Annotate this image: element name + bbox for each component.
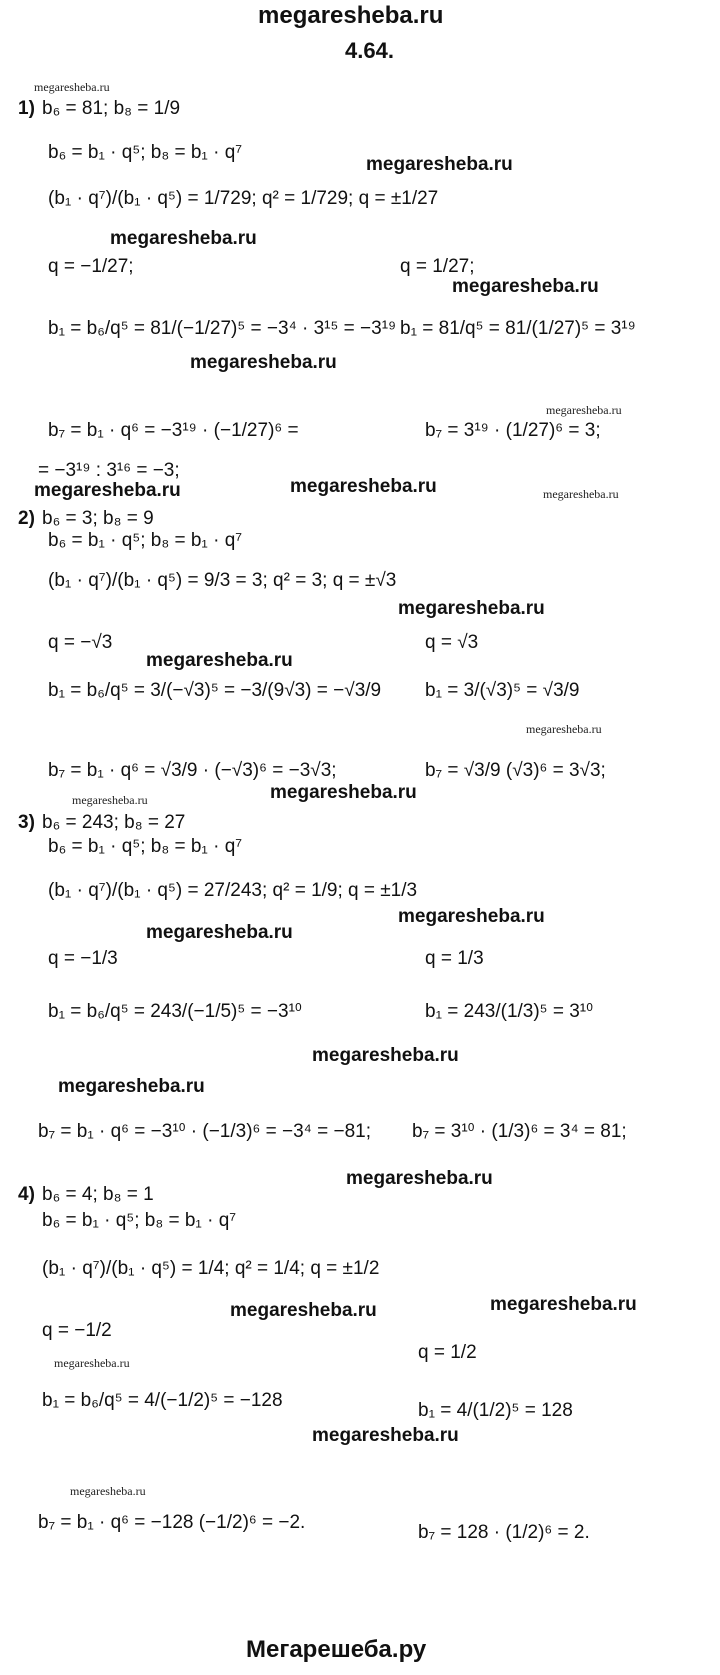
part-4-line-8: b₇ = b₁ · q⁶ = −128 (−1/2)⁶ = −2.	[38, 1512, 306, 1533]
part-1-line-8: b₇ = b₁ · q⁶ = −3¹⁹ · (−1/27)⁶ =	[48, 420, 299, 441]
part-1-line-6: b₁ = b₆/q⁵ = 81/(−1/27)⁵ = −3⁴ · 3¹⁵ = −3¹⁹	[48, 318, 397, 339]
watermark: megaresheba.ru	[490, 1294, 637, 1315]
watermark: megaresheba.ru	[146, 650, 293, 671]
watermark: megaresheba.ru	[346, 1168, 493, 1189]
watermark: megaresheba.ru	[312, 1425, 459, 1446]
watermark-small: megaresheba.ru	[70, 1484, 146, 1498]
part-1-line-1: b₆ = 81; b₈ = 1/9	[42, 98, 181, 119]
part-3-line-9: b₇ = 3¹⁰ · (1/3)⁶ = 3⁴ = 81;	[412, 1121, 627, 1142]
part-2-label: 2)	[18, 508, 35, 529]
watermark-small: megaresheba.ru	[34, 80, 110, 94]
problem-number: 4.64.	[345, 38, 394, 63]
part-3-line-7: b₁ = 243/(1/3)⁵ = 3¹⁰	[425, 1001, 593, 1022]
watermark: megaresheba.ru	[146, 922, 293, 943]
watermark-small: megaresheba.ru	[72, 793, 148, 807]
part-2-line-2: b₆ = b₁ · q⁵; b₈ = b₁ · q⁷	[48, 530, 243, 551]
part-1-line-2: b₆ = b₁ · q⁵; b₈ = b₁ · q⁷	[48, 142, 243, 163]
watermark: megaresheba.ru	[398, 598, 545, 619]
watermark-small: megaresheba.ru	[543, 487, 619, 501]
part-1-label: 1)	[18, 98, 35, 119]
part-2-line-6: b₁ = b₆/q⁵ = 3/(−√3)⁵ = −3/(9√3) = −√3/9	[48, 680, 382, 701]
watermark: megaresheba.ru	[270, 782, 417, 803]
watermark: megaresheba.ru	[398, 906, 545, 927]
part-4-line-7: b₁ = 4/(1/2)⁵ = 128	[418, 1400, 573, 1421]
watermark: megaresheba.ru	[452, 276, 599, 297]
part-2-line-4: q = −√3	[48, 632, 113, 653]
watermark: megaresheba.ru	[58, 1076, 205, 1097]
site-title: megaresheba.ru	[258, 2, 444, 29]
part-2-line-3: (b₁ · q⁷)/(b₁ · q⁵) = 9/3 = 3; q² = 3; q = ±√3	[48, 570, 397, 591]
part-4-line-3: (b₁ · q⁷)/(b₁ · q⁵) = 1/4; q² = 1/4; q = ±1/2	[42, 1258, 380, 1279]
part-2-line-5: q = √3	[425, 632, 479, 653]
watermark: megaresheba.ru	[230, 1300, 377, 1321]
part-1-line-5: q = 1/27;	[400, 256, 475, 277]
part-4-line-4: q = −1/2	[42, 1320, 112, 1341]
part-4-label: 4)	[18, 1184, 35, 1205]
part-1-line-10: b₇ = 3¹⁹ · (1/27)⁶ = 3;	[425, 420, 601, 441]
watermark: megaresheba.ru	[110, 228, 257, 249]
part-2-line-7: b₁ = 3/(√3)⁵ = √3/9	[425, 680, 580, 701]
watermark: megaresheba.ru	[312, 1045, 459, 1066]
part-2-line-9: b₇ = √3/9 (√3)⁶ = 3√3;	[425, 760, 606, 781]
part-1-line-4: q = −1/27;	[48, 256, 134, 277]
part-3-label: 3)	[18, 812, 35, 833]
footer-site-name: Мегарешеба.ру	[246, 1636, 427, 1663]
part-3-line-8: b₇ = b₁ · q⁶ = −3¹⁰ · (−1/3)⁶ = −3⁴ = −81;	[38, 1121, 372, 1142]
part-3-line-2: b₆ = b₁ · q⁵; b₈ = b₁ · q⁷	[48, 836, 243, 857]
watermark: megaresheba.ru	[190, 352, 337, 373]
watermark-small: megaresheba.ru	[546, 403, 622, 417]
part-3-line-1: b₆ = 243; b₈ = 27	[42, 812, 186, 833]
part-3-line-5: q = 1/3	[425, 948, 484, 969]
part-2-line-8: b₇ = b₁ · q⁶ = √3/9 · (−√3)⁶ = −3√3;	[48, 760, 337, 781]
part-4-line-9: b₇ = 128 · (1/2)⁶ = 2.	[418, 1522, 590, 1543]
part-1-line-3: (b₁ · q⁷)/(b₁ · q⁵) = 1/729; q² = 1/729; q = ±1/27	[48, 188, 439, 209]
part-3-line-4: q = −1/3	[48, 948, 118, 969]
watermark-small: megaresheba.ru	[54, 1356, 130, 1370]
part-4-line-2: b₆ = b₁ · q⁵; b₈ = b₁ · q⁷	[42, 1210, 237, 1231]
part-3-line-6: b₁ = b₆/q⁵ = 243/(−1/5)⁵ = −3¹⁰	[48, 1001, 302, 1022]
part-1-line-9: = −3¹⁹ : 3¹⁶ = −3;	[38, 460, 180, 481]
part-1-line-7: b₁ = 81/q⁵ = 81/(1/27)⁵ = 3¹⁹	[400, 318, 636, 339]
part-4-line-5: q = 1/2	[418, 1342, 477, 1363]
watermark-small: megaresheba.ru	[526, 722, 602, 736]
part-3-line-3: (b₁ · q⁷)/(b₁ · q⁵) = 27/243; q² = 1/9; q = ±1/3	[48, 880, 418, 901]
watermark: megaresheba.ru	[290, 476, 437, 497]
part-4-line-1: b₆ = 4; b₈ = 1	[42, 1184, 154, 1205]
part-4-line-6: b₁ = b₆/q⁵ = 4/(−1/2)⁵ = −128	[42, 1390, 283, 1411]
part-2-line-1: b₆ = 3; b₈ = 9	[42, 508, 154, 529]
watermark: megaresheba.ru	[34, 480, 181, 501]
watermark: megaresheba.ru	[366, 154, 513, 175]
